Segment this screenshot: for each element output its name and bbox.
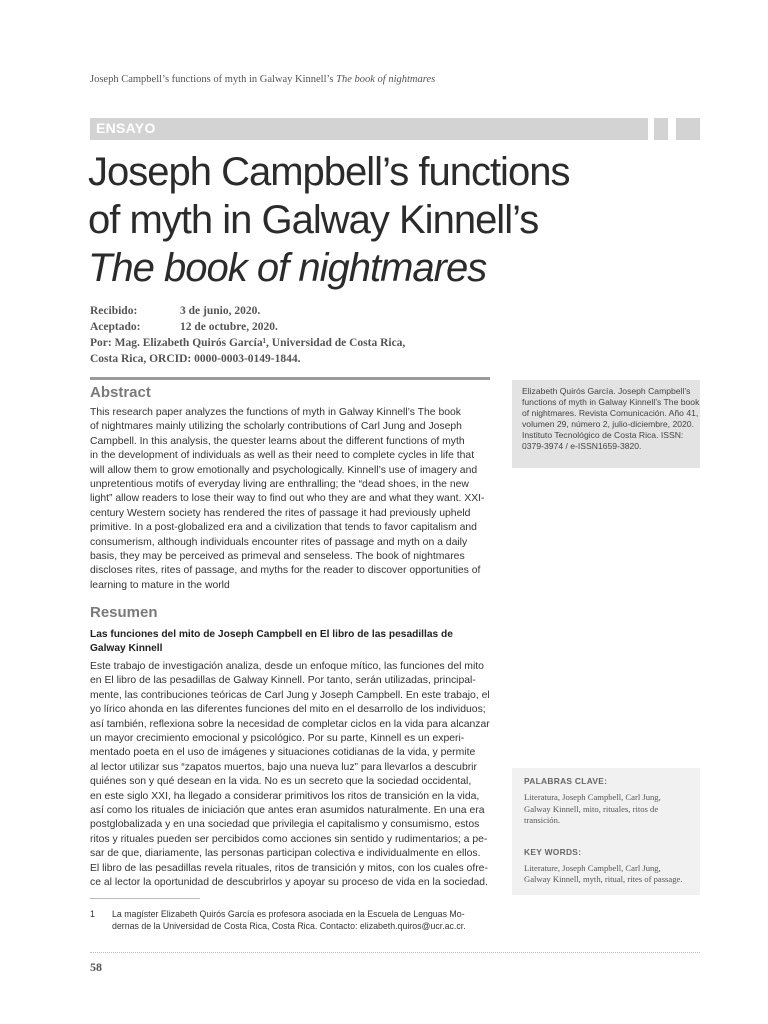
citation-line: volumen 29, número 2, julio-diciembre, 2020. <box>522 419 694 429</box>
article-title <box>88 148 688 292</box>
accepted-label: Aceptado: <box>90 321 141 333</box>
resumen-subtitle-line-1: Las funciones del mito de Joseph Campbell en El libro de las pesadillas de <box>90 629 453 640</box>
abstract-line: Campbell. In this analysis, the quester learns about the different functions of myth <box>90 435 465 447</box>
resumen-line: ritos y rituales pueden ser percibidos como acciones sin sentido y rudimentarios; a pe- <box>90 833 488 845</box>
resumen-line: El libro de las pesadillas revela rituales, ritos de transición y mitos, con los cuales ofre- <box>90 862 488 874</box>
resumen-subtitle-line-2: Galway Kinnell <box>90 642 163 654</box>
resumen-heading: Resumen <box>90 604 158 621</box>
citation-line: Elizabeth Quirós García. Joseph Campbell’s <box>522 386 691 396</box>
title-line-3: The book of nightmares <box>88 246 487 290</box>
author-line-2: Costa Rica, ORCID: 0000-0003-0149-1844. <box>90 353 301 365</box>
section-label: ENSAYO <box>96 120 156 136</box>
bottom-rule <box>90 952 700 953</box>
keywords-line: Galway Kinnell, myth, ritual, rites of passage. <box>524 874 683 884</box>
author-line-1: Por: Mag. Elizabeth Quirós García¹, Universidad de Costa Rica, <box>90 337 406 349</box>
abstract-line: unpretentious motifs of everyday living are enthralling; the “dead shoes, in the new <box>90 479 469 491</box>
palabras-clave-heading: PALABRAS CLAVE: <box>524 776 608 786</box>
resumen-line: ce al lector la oportunidad de descubrirlos y apoyar su proceso de vida en la sociedad. <box>90 877 488 889</box>
abstract-heading: Abstract <box>90 384 151 401</box>
resumen-line: en El libro de las pesadillas de Galway Kinnell. Por tanto, serán utilizadas, principal- <box>90 675 476 687</box>
abstract-body <box>90 406 500 593</box>
resumen-line: en este siglo XXI, ha llegado a considerar primitivos los ritos de transición en la vida, <box>90 790 480 802</box>
abstract-line: consumerism, although individuals encounter rites of passage and myth on a daily <box>90 536 468 548</box>
section-bar <box>90 118 700 140</box>
resumen-line: yo lírico ahonda en las diferentes funciones del mito en el desarrollo de los individuos; <box>90 704 486 716</box>
abstract-line: primitive. In a post-globalized era and a civilization that tends to favor capitalism and <box>90 522 477 534</box>
footnote-rule <box>90 898 200 899</box>
footnote <box>90 908 500 932</box>
citation-box <box>512 380 700 468</box>
footnote-text-1: La magíster Elizabeth Quirós García es profesora asociada en la Escuela de Lenguas Mo- <box>112 909 465 919</box>
accepted-value: 12 de octubre, 2020. <box>180 321 278 333</box>
resumen-body <box>90 660 500 891</box>
article-meta <box>90 303 405 367</box>
keywords-line: Literature, Joseph Campbell, Carl Jung, <box>524 862 661 873</box>
palabras-line: Galway Kinnell, mito, rituales, ritos de <box>524 803 659 814</box>
section-bar-gap <box>668 118 676 140</box>
palabras-line: Literatura, Joseph Campbell, Carl Jung, <box>524 792 661 802</box>
resumen-line: al lector utilizar sus “zapatos muertos, bajo una nueva luz” para llevarlos a descubrir <box>90 761 477 773</box>
footnote-line-2: dernas de la Universidad de Costa Rica, Costa Rica. Contacto: elizabeth.quiros@ucr.ac.cr. <box>112 921 466 931</box>
resumen-subtitle <box>90 628 500 655</box>
abstract-line: This research paper analyzes the functions of myth in Galway Kinnell’s The book <box>90 407 461 418</box>
key-words-heading: KEY WORDS: <box>524 846 582 857</box>
resumen-line: un mayor crecimiento emocional y psicológico. Por su parte, Kinnell es un experi- <box>90 733 465 745</box>
citation-line: of nightmares. Revista Comunicación. Año 41, <box>522 408 699 418</box>
resumen-line: así también, reflexiona sobre la necesidad de completar ciclos en la vida para alcanzar <box>90 718 490 730</box>
received-label: Recibido: <box>90 305 138 317</box>
running-head-italic: The book of nightmares <box>336 74 436 85</box>
title-line-1: Joseph Campbell’s functions <box>88 150 570 194</box>
abstract-line: of nightmares mainly utilizing the scholarly contributions of Carl Jung and Joseph <box>90 421 462 433</box>
resumen-line: Este trabajo de investigación analiza, desde un enfoque mítico, las funciones del mito <box>90 661 484 672</box>
accepted-row <box>90 319 405 335</box>
citation-line: Instituto Tecnológico de Costa Rica. ISSN: <box>522 430 684 440</box>
received-row <box>90 303 405 319</box>
resumen-line: sar de que, diariamente, las personas participan colectiva e individualmente en ellos. <box>90 848 481 860</box>
running-head <box>90 74 435 85</box>
resumen-line: mente, las contribuciones teóricas de Carl Jung y Joseph Campbell. En este trabajo, el <box>90 689 490 701</box>
abstract-rule <box>90 377 490 380</box>
page-number: 58 <box>90 960 102 974</box>
abstract-line: century Western society has rendered the rites of passage it had previously upheld <box>90 507 471 519</box>
resumen-line: mentado poeta en el uso de imágenes y situaciones cotidianas de la vida, y permite <box>90 747 476 759</box>
title-line-2: of myth in Galway Kinnell’s <box>88 198 539 242</box>
resumen-line: postglobalizada y en una sociedad que privilegia el capitalismo y consumismo, estos <box>90 819 480 831</box>
footnote-line-1 <box>90 908 500 920</box>
abstract-line: light” allow readers to lose their way to find out who they are and what they want. XXI- <box>90 493 485 505</box>
palabras-clave-text <box>524 792 688 827</box>
abstract-line: learning to mature in the world <box>90 579 230 591</box>
resumen-line: así como los rituales de iniciación que antes eran asumidos naturalmente. En una era <box>90 805 485 817</box>
citation-line: 0379-3974 / e-ISSN1659-3820. <box>522 441 642 451</box>
footnote-number: 1 <box>90 909 95 919</box>
abstract-line: in the development of individuals as well as their need to complete cycles in life that <box>90 450 475 462</box>
citation-line: functions of myth in Galway Kinnell’s The book <box>522 397 700 407</box>
abstract-line: will allow them to grow emotionally and psychologically. Kinnell’s use of imagery and <box>90 464 478 476</box>
section-bar-gap <box>648 118 654 140</box>
abstract-line: basis, they may be perceived as primeval and senseless. The book of nightmares <box>90 551 465 563</box>
running-head-text: Joseph Campbell’s functions of myth in Galway Kinnell’s <box>90 74 337 85</box>
abstract-line: discloses rites, rites of passage, and myths for the reader to discover opportunities of <box>90 565 481 577</box>
keywords-box <box>512 768 700 895</box>
palabras-line: transición. <box>524 815 561 825</box>
key-words-text <box>524 863 688 886</box>
received-value: 3 de junio, 2020. <box>180 305 261 317</box>
resumen-line: quiénes son y qué desean en la vida. No es un secreto que la sociedad occidental, <box>90 776 472 788</box>
